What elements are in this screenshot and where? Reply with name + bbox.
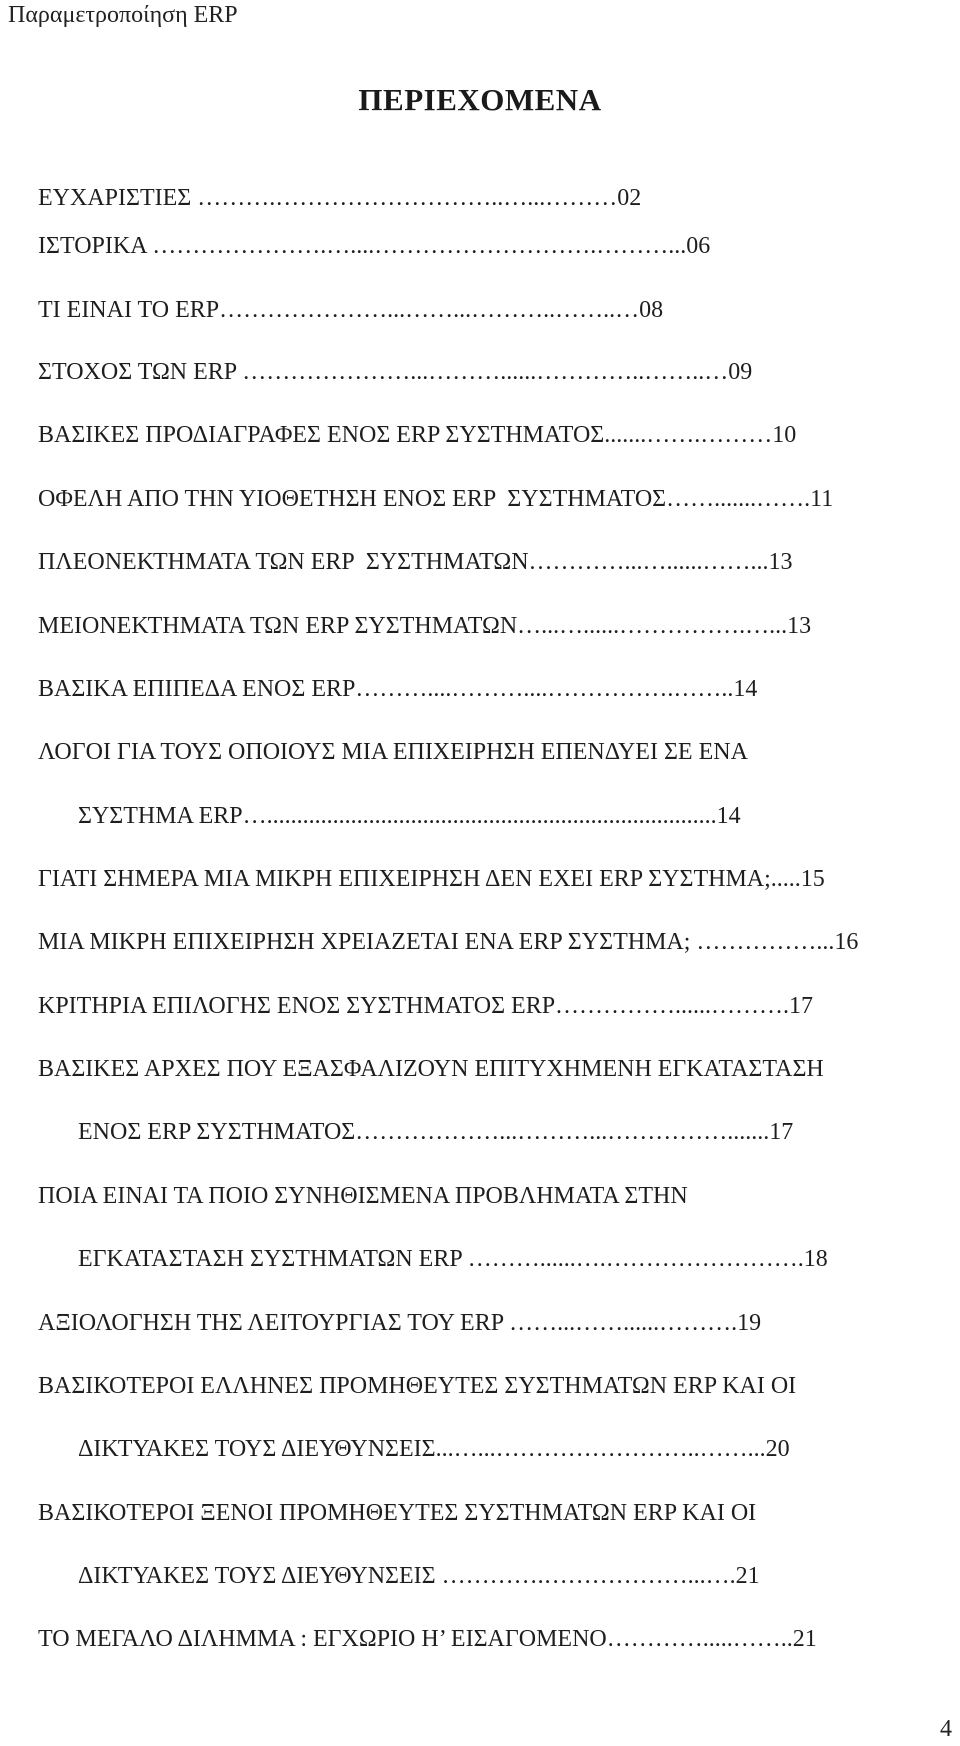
toc-entry: ΚΡΙΤΗΡΙΑ ΕΠΙΛΟΓΗΣ ΕΝΟΣ ΣΥΣΤΗΜΑΤΟΣ ERP……………......……….17	[38, 993, 814, 1019]
toc-entry: ΒΑΣΙΚΑ ΕΠΙΠΕΔΑ ΕΝΟΣ ERP………....………....…………….……..14	[38, 676, 758, 702]
toc-entry: ΜΙΑ ΜΙΚΡΗ ΕΠΙΧΕΙΡΗΣΗ ΧΡΕΙΑΖΕΤΑΙ ΕΝΑ ERP ΣΥΣΤΗΜΑ; ……………...16	[38, 929, 859, 955]
toc-entry: ΜΕΙΟΝΕΚΤΗΜΑΤΑ ΤΩΝ ERP ΣΥΣΤΗΜΑΤΩΝ…...…......…………….…...13	[38, 613, 812, 639]
toc-entry: ΠΛΕΟΝΕΚΤΗΜΑΤΑ ΤΩΝ ERP ΣΥΣΤΗΜΑΤΩΝ…………...…......……...13	[38, 549, 793, 575]
toc-entry: ΣΤΟΧΟΣ ΤΩΝ ERP …………………...………......…………..……..…09	[38, 359, 753, 385]
toc-entry: ΓΙΑΤΙ ΣΗΜΕΡΑ ΜΙΑ ΜΙΚΡΗ ΕΠΙΧΕΙΡΗΣΗ ΔΕΝ ΕΧΕΙ ERP ΣΥΣΤΗΜΑ;.....15	[38, 866, 825, 892]
toc-entry: ΟΦΕΛΗ ΑΠΟ ΤΗΝ ΥΙΟΘΕΤΗΣΗ ΕΝΟΣ ERP ΣΥΣΤΗΜΑΤΟΣ…….......…….11	[38, 486, 834, 512]
toc-entry: ΒΑΣΙΚΟΤΕΡΟΙ ΕΛΛΗΝΕΣ ΠΡΟΜΗΘΕΥΤΕΣ ΣΥΣΤΗΜΑΤΩΝ ERP ΚΑΙ ΟΙ	[38, 1373, 797, 1399]
toc-entry: ΕΥΧΑΡΙΣΤΙΕΣ ……….………………………..…...………02	[38, 185, 642, 211]
toc-entry: ΙΣΤΟΡΙΚΑ ………………….…....……………………….………...06	[38, 233, 711, 259]
toc-entry: ΒΑΣΙΚΕΣ ΠΡΟΔΙΑΓΡΑΦΕΣ ΕΝΟΣ ERP ΣΥΣΤΗΜΑΤΟΣ.......…….………10	[38, 422, 797, 448]
toc-entry: ΑΞΙΟΛΟΓΗΣΗ ΤΗΣ ΛΕΙΤΟΥΡΓΙΑΣ ΤΟΥ ERP ……...……......……….19	[38, 1310, 762, 1336]
running-header: Παραμετροποίηση ERP	[8, 2, 238, 28]
toc-entry: ΒΑΣΙΚΕΣ ΑΡΧΕΣ ΠΟΥ ΕΞΑΣΦΑΛΙΖΟΥΝ ΕΠΙΤΥΧΗΜΕΝΗ ΕΓΚΑΤΑΣΤΑΣΗ	[38, 1056, 824, 1082]
page-number: 4	[940, 1716, 952, 1742]
toc-entry: ΛΟΓΟΙ ΓΙΑ ΤΟΥΣ ΟΠΟΙΟΥΣ ΜΙΑ ΕΠΙΧΕΙΡΗΣΗ ΕΠΕΝΔΥΕΙ ΣΕ ΕΝΑ	[38, 739, 748, 765]
toc-entry-continuation: ΔΙΚΤΥΑΚΕΣ ΤΟΥΣ ΔΙΕΥΘΥΝΣΕΙΣ ………….………………...….21	[78, 1563, 760, 1589]
toc-entry: ΤΙ ΕΙΝΑΙ ΤΟ ERP…………………...……...………..……..…08	[38, 297, 664, 323]
page-title: ΠΕΡΙΕΧΟΜΕΝΑ	[358, 82, 602, 117]
toc-entry-continuation: ΕΝΟΣ ERP ΣΥΣΤΗΜΑΤΟΣ………………...………...…………….......17	[78, 1119, 794, 1145]
toc-entry: ΒΑΣΙΚΟΤΕΡΟΙ ΞΕΝΟΙ ΠΡΟΜΗΘΕΥΤΕΣ ΣΥΣΤΗΜΑΤΩΝ ERP ΚΑΙ ΟΙ	[38, 1500, 757, 1526]
toc-entry-continuation: ΣΥΣΤΗΜΑ ERP…...........................................................................14	[78, 803, 741, 829]
toc-entry: ΠΟΙΑ ΕΙΝΑΙ ΤΑ ΠΟΙΟ ΣΥΝΗΘΙΣΜΕΝΑ ΠΡΟΒΛΗΜΑΤΑ ΣΤΗΝ	[38, 1183, 688, 1209]
toc-entry-continuation: ΔΙΚΤΥΑΚΕΣ ΤΟΥΣ ΔΙΕΥΘΥΝΣΕΙΣ...…...……………………..……...20	[78, 1436, 790, 1462]
toc-entry-continuation: ΕΓΚΑΤΑΣΤΑΣΗ ΣΥΣΤΗΜΑΤΩΝ ERP ………......….…………………….18	[78, 1246, 828, 1272]
toc-entry: ΤΟ ΜΕΓΑΛΟ ΔΙΛΗΜΜΑ : ΕΓΧΩΡΙΟ Η’ ΕΙΣΑΓΟΜΕΝΟ………….....……..21	[38, 1626, 817, 1652]
